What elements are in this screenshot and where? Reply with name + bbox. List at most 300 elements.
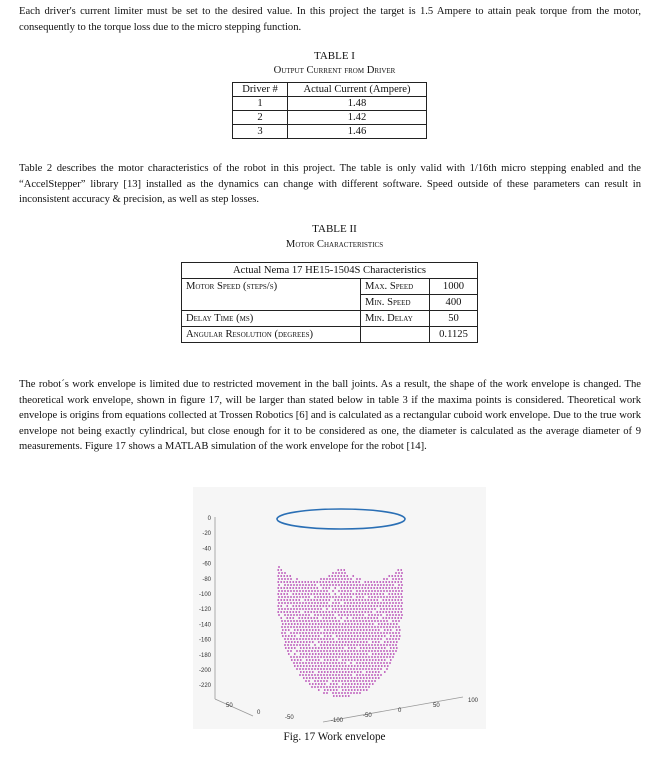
- point: [359, 596, 361, 598]
- point: [392, 620, 394, 622]
- point: [314, 686, 316, 688]
- point: [357, 689, 359, 691]
- point: [341, 638, 343, 640]
- point: [311, 686, 313, 688]
- point: [362, 680, 364, 682]
- point: [330, 629, 332, 631]
- point: [356, 692, 358, 694]
- point: [286, 599, 288, 601]
- point: [380, 590, 382, 592]
- table-cell: 1.48: [288, 97, 427, 111]
- point: [329, 584, 331, 586]
- point: [377, 662, 379, 664]
- point: [322, 593, 324, 595]
- point: [348, 665, 350, 667]
- point: [289, 581, 291, 583]
- point: [354, 647, 356, 649]
- point: [370, 617, 372, 619]
- point: [349, 587, 351, 589]
- point: [326, 602, 328, 604]
- point: [350, 686, 352, 688]
- point: [358, 605, 360, 607]
- point: [294, 629, 296, 631]
- point: [296, 644, 298, 646]
- point: [317, 650, 319, 652]
- point: [359, 632, 361, 634]
- point: [325, 593, 327, 595]
- point: [316, 611, 318, 613]
- point: [287, 638, 289, 640]
- point: [388, 599, 390, 601]
- point: [324, 677, 326, 679]
- point: [302, 662, 304, 664]
- point: [329, 656, 331, 658]
- point: [339, 623, 341, 625]
- point: [310, 587, 312, 589]
- point: [285, 629, 287, 631]
- point: [349, 581, 351, 583]
- x-tick-label: -50: [285, 715, 294, 721]
- point: [357, 683, 359, 685]
- point: [315, 677, 317, 679]
- point: [391, 581, 393, 583]
- point: [365, 608, 367, 610]
- point: [367, 617, 369, 619]
- point: [366, 677, 368, 679]
- point: [307, 587, 309, 589]
- point: [305, 668, 307, 670]
- point: [374, 632, 376, 634]
- point: [340, 599, 342, 601]
- z-tick-label: -60: [202, 561, 211, 568]
- point: [305, 626, 307, 628]
- point: [394, 575, 396, 577]
- point: [333, 671, 335, 673]
- point: [341, 572, 343, 574]
- point: [359, 686, 361, 688]
- point: [356, 620, 358, 622]
- table2-max-speed-value: 1000: [430, 279, 478, 295]
- point: [363, 659, 365, 661]
- point: [280, 593, 282, 595]
- point: [354, 689, 356, 691]
- point: [309, 653, 311, 655]
- point: [326, 650, 328, 652]
- point: [344, 656, 346, 658]
- point: [366, 635, 368, 637]
- point: [381, 665, 383, 667]
- point: [368, 608, 370, 610]
- point: [331, 617, 333, 619]
- point: [287, 578, 289, 580]
- point: [397, 617, 399, 619]
- point: [377, 590, 379, 592]
- point: [345, 665, 347, 667]
- point: [287, 626, 289, 628]
- point: [295, 599, 297, 601]
- point: [339, 665, 341, 667]
- point: [322, 581, 324, 583]
- point: [338, 692, 340, 694]
- point: [278, 602, 280, 604]
- point: [326, 590, 328, 592]
- table1-header-driver: Driver #: [233, 83, 288, 97]
- point: [307, 593, 309, 595]
- table2-header: Actual Nema 17 HE15-1504S Characteristics: [182, 263, 478, 279]
- point: [394, 593, 396, 595]
- point: [357, 623, 359, 625]
- point: [312, 629, 314, 631]
- point: [318, 665, 320, 667]
- point: [355, 593, 357, 595]
- point: [336, 689, 338, 691]
- point: [318, 635, 320, 637]
- point: [383, 644, 385, 646]
- point: [280, 587, 282, 589]
- point: [365, 674, 367, 676]
- point: [342, 659, 344, 661]
- point: [325, 605, 327, 607]
- point: [333, 641, 335, 643]
- point: [277, 581, 279, 583]
- point: [356, 674, 358, 676]
- point: [347, 650, 349, 652]
- point: [401, 602, 403, 604]
- point: [353, 584, 355, 586]
- point: [368, 674, 370, 676]
- point: [326, 620, 328, 622]
- point: [334, 599, 336, 601]
- point: [391, 611, 393, 613]
- point: [326, 656, 328, 658]
- point: [335, 578, 337, 580]
- point: [315, 623, 317, 625]
- table-cell: 1: [233, 97, 288, 111]
- point: [336, 641, 338, 643]
- point: [304, 593, 306, 595]
- point: [359, 578, 361, 580]
- point: [363, 641, 365, 643]
- point: [330, 641, 332, 643]
- point: [379, 581, 381, 583]
- point: [311, 668, 313, 670]
- point: [390, 635, 392, 637]
- point: [311, 662, 313, 664]
- point: [296, 626, 298, 628]
- point: [283, 611, 285, 613]
- z-tick-label: -140: [198, 622, 211, 629]
- z-tick-label: -40: [202, 546, 211, 553]
- point: [374, 590, 376, 592]
- point: [381, 623, 383, 625]
- point: [333, 629, 335, 631]
- point: [339, 629, 341, 631]
- point: [333, 665, 335, 667]
- point: [311, 656, 313, 658]
- point: [386, 632, 388, 634]
- point: [344, 650, 346, 652]
- point: [385, 605, 387, 607]
- point: [354, 671, 356, 673]
- point: [304, 605, 306, 607]
- point: [329, 638, 331, 640]
- point: [337, 569, 339, 571]
- point: [359, 614, 361, 616]
- point: [341, 644, 343, 646]
- point: [343, 575, 345, 577]
- point: [372, 683, 374, 685]
- point: [330, 671, 332, 673]
- point: [314, 656, 316, 658]
- point: [300, 641, 302, 643]
- point: [351, 623, 353, 625]
- point: [380, 602, 382, 604]
- table1-title: Output Current from Driver: [273, 65, 396, 76]
- point: [343, 569, 345, 571]
- point: [374, 680, 376, 682]
- point: [318, 641, 320, 643]
- point: [335, 632, 337, 634]
- point: [394, 611, 396, 613]
- point: [318, 629, 320, 631]
- point: [369, 677, 371, 679]
- point: [392, 608, 394, 610]
- point: [351, 683, 353, 685]
- point: [322, 599, 324, 601]
- point: [371, 596, 373, 598]
- point: [338, 686, 340, 688]
- point: [391, 599, 393, 601]
- point: [302, 590, 304, 592]
- point: [294, 659, 296, 661]
- point: [333, 647, 335, 649]
- point: [325, 599, 327, 601]
- point: [374, 662, 376, 664]
- point: [347, 674, 349, 676]
- point: [354, 659, 356, 661]
- point: [396, 623, 398, 625]
- point: [297, 641, 299, 643]
- point: [297, 629, 299, 631]
- point: [383, 650, 385, 652]
- point: [372, 647, 374, 649]
- point: [383, 620, 385, 622]
- point: [348, 695, 350, 697]
- point: [338, 578, 340, 580]
- point: [368, 680, 370, 682]
- point: [364, 587, 366, 589]
- point: [296, 602, 298, 604]
- point: [311, 608, 313, 610]
- point: [317, 614, 319, 616]
- point: [342, 677, 344, 679]
- point: [309, 677, 311, 679]
- point: [314, 608, 316, 610]
- y-tick-label: 50: [433, 703, 440, 709]
- point: [397, 599, 399, 601]
- y-tick-label: 0: [398, 708, 402, 714]
- point: [350, 668, 352, 670]
- point: [316, 593, 318, 595]
- point: [317, 668, 319, 670]
- point: [366, 623, 368, 625]
- point: [314, 638, 316, 640]
- point: [387, 665, 389, 667]
- point: [319, 581, 321, 583]
- point: [350, 680, 352, 682]
- point: [320, 668, 322, 670]
- point: [356, 644, 358, 646]
- point: [314, 644, 316, 646]
- point: [371, 590, 373, 592]
- point: [330, 653, 332, 655]
- point: [361, 605, 363, 607]
- point: [341, 596, 343, 598]
- point: [312, 659, 314, 661]
- point: [296, 656, 298, 658]
- point: [374, 596, 376, 598]
- point: [341, 692, 343, 694]
- point: [330, 623, 332, 625]
- point: [366, 665, 368, 667]
- point: [307, 605, 309, 607]
- point: [356, 608, 358, 610]
- point: [368, 626, 370, 628]
- point: [320, 584, 322, 586]
- point: [319, 611, 321, 613]
- point: [382, 605, 384, 607]
- point: [380, 644, 382, 646]
- point: [280, 581, 282, 583]
- point: [296, 620, 298, 622]
- table-output-current: [232, 82, 427, 139]
- y-tick-label: 100: [468, 698, 479, 704]
- point: [367, 593, 369, 595]
- point: [359, 638, 361, 640]
- point: [356, 578, 358, 580]
- point: [322, 617, 324, 619]
- point: [366, 647, 368, 649]
- point: [362, 590, 364, 592]
- point: [299, 602, 301, 604]
- point: [346, 599, 348, 601]
- point: [335, 686, 337, 688]
- point: [368, 668, 370, 670]
- point: [299, 644, 301, 646]
- point: [320, 632, 322, 634]
- point: [287, 584, 289, 586]
- point: [387, 653, 389, 655]
- point: [305, 656, 307, 658]
- point: [386, 644, 388, 646]
- point: [347, 656, 349, 658]
- point: [319, 599, 321, 601]
- point: [370, 581, 372, 583]
- point: [371, 602, 373, 604]
- point: [344, 632, 346, 634]
- point: [324, 629, 326, 631]
- point: [341, 650, 343, 652]
- point: [299, 620, 301, 622]
- point: [386, 620, 388, 622]
- point: [318, 623, 320, 625]
- point: [347, 620, 349, 622]
- point: [309, 683, 311, 685]
- point: [290, 596, 292, 598]
- point: [365, 662, 367, 664]
- point: [374, 644, 376, 646]
- table1-label: TABLE I: [314, 50, 355, 62]
- point: [326, 596, 328, 598]
- point: [288, 623, 290, 625]
- point: [343, 581, 345, 583]
- point: [364, 593, 366, 595]
- point: [329, 632, 331, 634]
- point: [378, 653, 380, 655]
- point: [308, 608, 310, 610]
- point: [347, 584, 349, 586]
- point: [317, 596, 319, 598]
- point: [296, 632, 298, 634]
- point: [392, 614, 394, 616]
- point: [362, 608, 364, 610]
- point: [300, 635, 302, 637]
- point: [386, 638, 388, 640]
- point: [333, 653, 335, 655]
- point: [282, 635, 284, 637]
- point: [362, 620, 364, 622]
- point: [284, 590, 286, 592]
- point: [359, 644, 361, 646]
- point: [377, 674, 379, 676]
- point: [347, 608, 349, 610]
- point: [338, 620, 340, 622]
- point: [308, 626, 310, 628]
- point: [372, 671, 374, 673]
- point: [320, 680, 322, 682]
- point: [349, 593, 351, 595]
- point: [353, 644, 355, 646]
- point: [302, 668, 304, 670]
- point: [389, 614, 391, 616]
- point: [306, 653, 308, 655]
- point: [368, 656, 370, 658]
- point: [286, 617, 288, 619]
- point: [323, 644, 325, 646]
- point: [328, 587, 330, 589]
- point: [311, 674, 313, 676]
- point: [344, 584, 346, 586]
- table2-min-speed: Min. Speed: [361, 295, 430, 311]
- point: [385, 599, 387, 601]
- point: [340, 611, 342, 613]
- point: [302, 608, 304, 610]
- point: [311, 590, 313, 592]
- point: [278, 596, 280, 598]
- point: [386, 596, 388, 598]
- point: [369, 665, 371, 667]
- point: [376, 617, 378, 619]
- point: [340, 617, 342, 619]
- point: [365, 656, 367, 658]
- point: [300, 671, 302, 673]
- point: [373, 587, 375, 589]
- point: [376, 581, 378, 583]
- table-row: [233, 125, 427, 139]
- point: [383, 662, 385, 664]
- point: [333, 623, 335, 625]
- point: [336, 677, 338, 679]
